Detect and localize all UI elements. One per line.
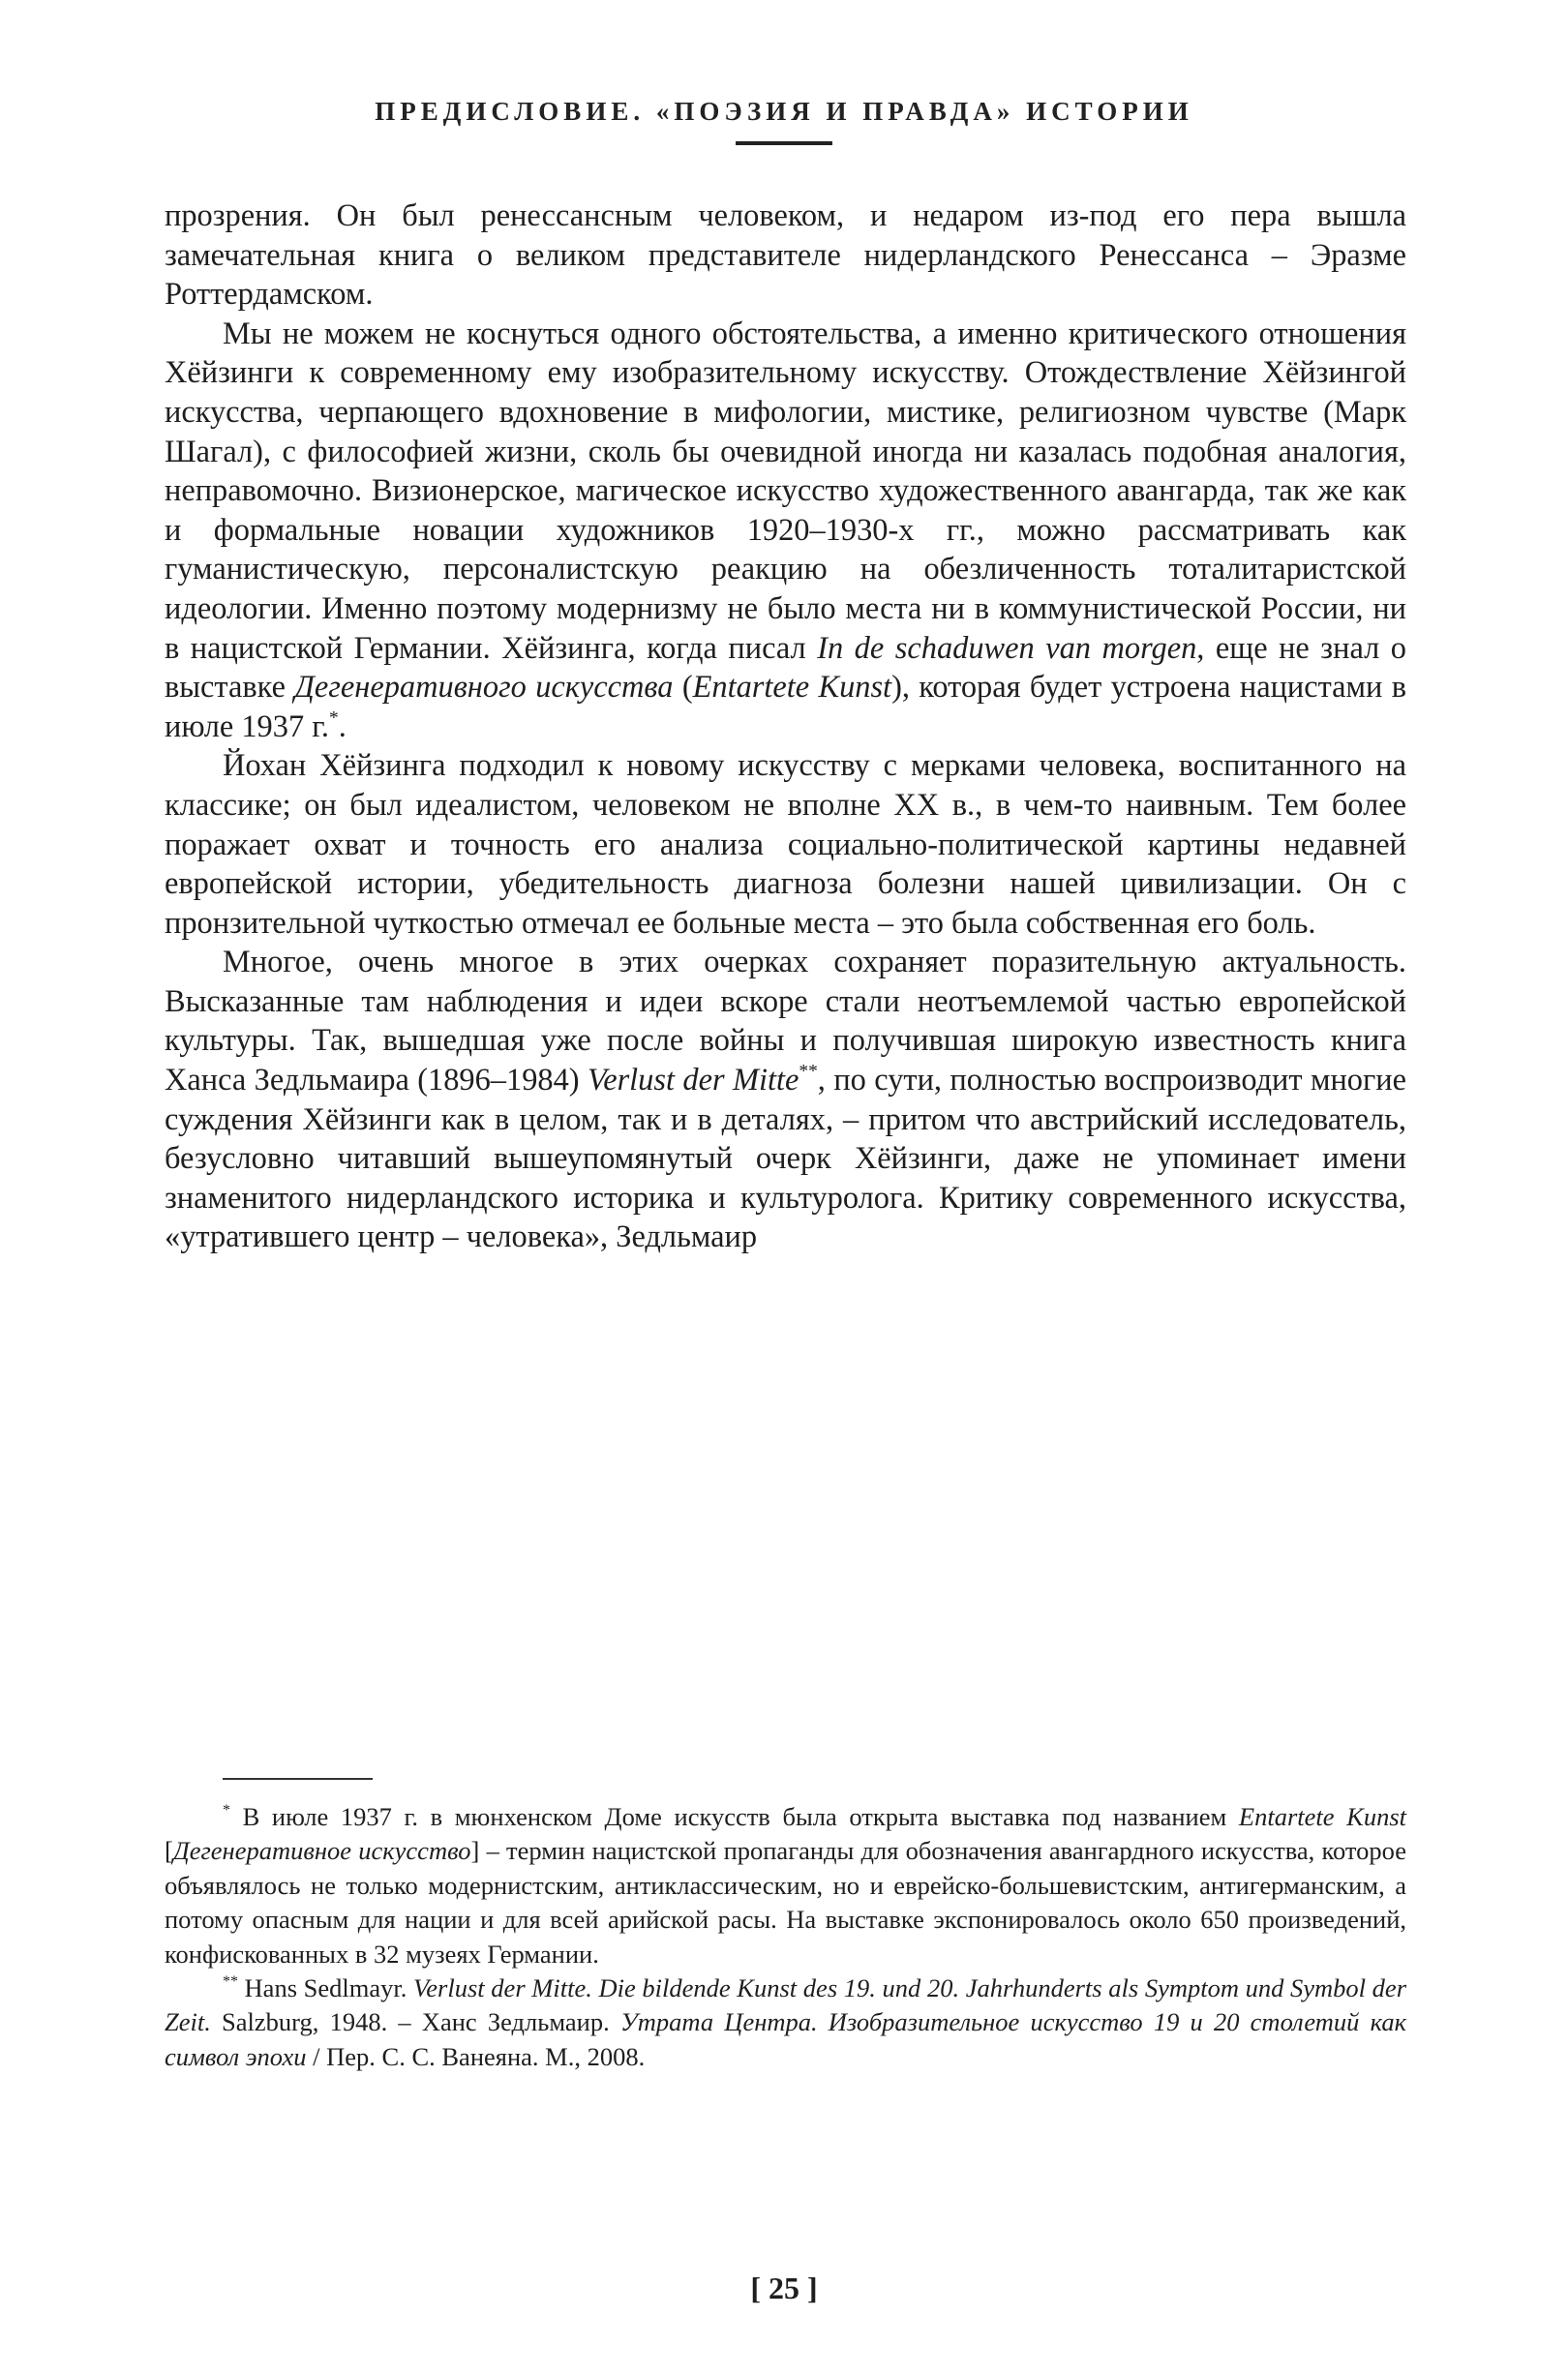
paragraph-2-text-e: . xyxy=(338,708,347,744)
page-number: [ 25 ] xyxy=(750,2271,818,2305)
footnote-2-mark: ** xyxy=(223,1972,238,1990)
footnote-1-bracket-open: [ xyxy=(165,1836,173,1866)
footnote-2-text-b: Salzburg, 1948. – Ханс Зедльмаир. xyxy=(222,2007,610,2037)
footnote-ref-2: ** xyxy=(799,1061,818,1082)
footnotes xyxy=(165,1800,1406,2074)
header-rule xyxy=(736,141,832,145)
paragraph-2-text-a: Мы не можем не коснуться одного обстоятельства, а именно критического отношения Хёйзинги к современному ему изобразительному искусству. Отождествление Хёйзингой искусства, черпающего вдохновение в мифологии, мистике, религиозном чувстве (Марк Шагал), с философией жизни, сколь бы очевидной иногда ни казалась подобная аналогия, неправомочно. Визионерское, магическое искусство художественного авангарда, так же как и формальные новации художников 1920–1930-х гг., можно рассматривать как гуманистическую, персоналистскую реакцию на обезличенность тоталитаристской идеологии. Именно поэтому модернизму не было места ни в коммунистической России, ни в нацистской Германии. Хёйзинга, когда писал xyxy=(165,316,1406,666)
footnote-2 xyxy=(165,1971,1406,2074)
paragraph-2-paren-open: ( xyxy=(681,670,693,706)
footnote-2-title-ru: Утрата Центра. Изобразительное искусство 19 и 20 столетий как символ эпохи xyxy=(165,2007,1406,2071)
footnote-1 xyxy=(165,1800,1406,1971)
paragraph-4 xyxy=(165,943,1406,1257)
footnote-1-text-c: ] – термин нацистской пропаганды для обозначения авангардного искусства, которое объявлялось не только модернистским, антиклассическим, но и еврейско-большевистским, антигерманским, а потому опасным для нации и для всей арийской расы. На выставке экспонировалось около 650 произведений, конфискованных в 32 музеях Германии. xyxy=(165,1836,1407,1969)
footnote-1-title: Entartete Kunst xyxy=(1238,1802,1406,1831)
running-head: ПРЕДИСЛОВИЕ. «ПОЭЗИЯ И ПРАВДА» ИСТОРИИ xyxy=(375,97,1193,126)
footnote-1-mark: * xyxy=(223,1801,230,1819)
footnote-ref-1: * xyxy=(328,707,339,729)
paragraph-2-text-b: , еще не знал о выставке xyxy=(165,630,1406,706)
paragraph-3: Йохан Хёйзинга подходил к новому искусству с мерками человека, воспитанного на классике; он был идеалистом, человеком не вполне XX в., в чем-то наивным. Тем более поражает охват и точность его анализа социально-политической картины недавней европейской истории, убедительность диагноза болезни нашей цивилизации. Он с пронзительной чуткостью отмечал ее больные места – это была собственная его боль. xyxy=(165,748,1406,941)
footnote-2-text-c: / Пер. С. С. Ванеяна. М., 2008. xyxy=(313,2041,646,2071)
footnote-2-author: Hans Sedlmayr. xyxy=(244,1973,407,2003)
book-title-sedlmayr: Verlust der Mitte xyxy=(588,1063,799,1098)
book-title-huizinga: In de schaduwen van morgen xyxy=(817,630,1197,666)
footnote-1-text-a: В июле 1937 г. в мюнхенском Доме искусств была открыта выставка под названием xyxy=(242,1802,1227,1831)
footnote-1-translation: Дегенеративное искусство xyxy=(172,1836,471,1866)
footnote-2-title: Verlust der Mitte. Die bildende Kunst des 19. und 20. Jahrhunderts als Symptom und Symbol der Zeit. xyxy=(165,1973,1407,2037)
paragraph-2 xyxy=(165,315,1406,747)
body-text xyxy=(165,196,1406,1257)
paragraph-4-text-a: Многое, очень многое в этих очерках сохраняет поразительную актуальность. Высказанные там наблюдения и идеи вскоре стали неотъемлемой частью европейской культуры. Так, вышедшая уже после войны и получившая широкую известность книга Ханса Зедльмаира (1896–1984) xyxy=(165,945,1406,1098)
exhibition-title-ru: Дегенеративного искусства xyxy=(294,670,674,706)
paragraph-2-text-d: ), которая будет устроена нацистами в июле 1937 г. xyxy=(165,670,1407,744)
paragraph-1: прозрения. Он был ренессансным человеком, и недаром из-под его пера вышла замечательная книга о великом представителе нидерландского Ренессанса – Эразме Роттердамском. xyxy=(165,198,1406,313)
exhibition-title-de: Entartete Kunst xyxy=(692,670,892,706)
paragraph-4-text-b: , по сути, полностью воспроизводит многие суждения Хёйзинги как в целом, так и в деталях, – притом что австрийский исследователь, безусловно читавший вышеупомянутый очерк Хёйзинги, даже не упоминает имени знаменитого нидерландского историка и культуролога. Критику современного искусства, «утратившего центр – человека», Зедльмаир xyxy=(165,1063,1406,1255)
footnote-rule xyxy=(223,1778,373,1780)
